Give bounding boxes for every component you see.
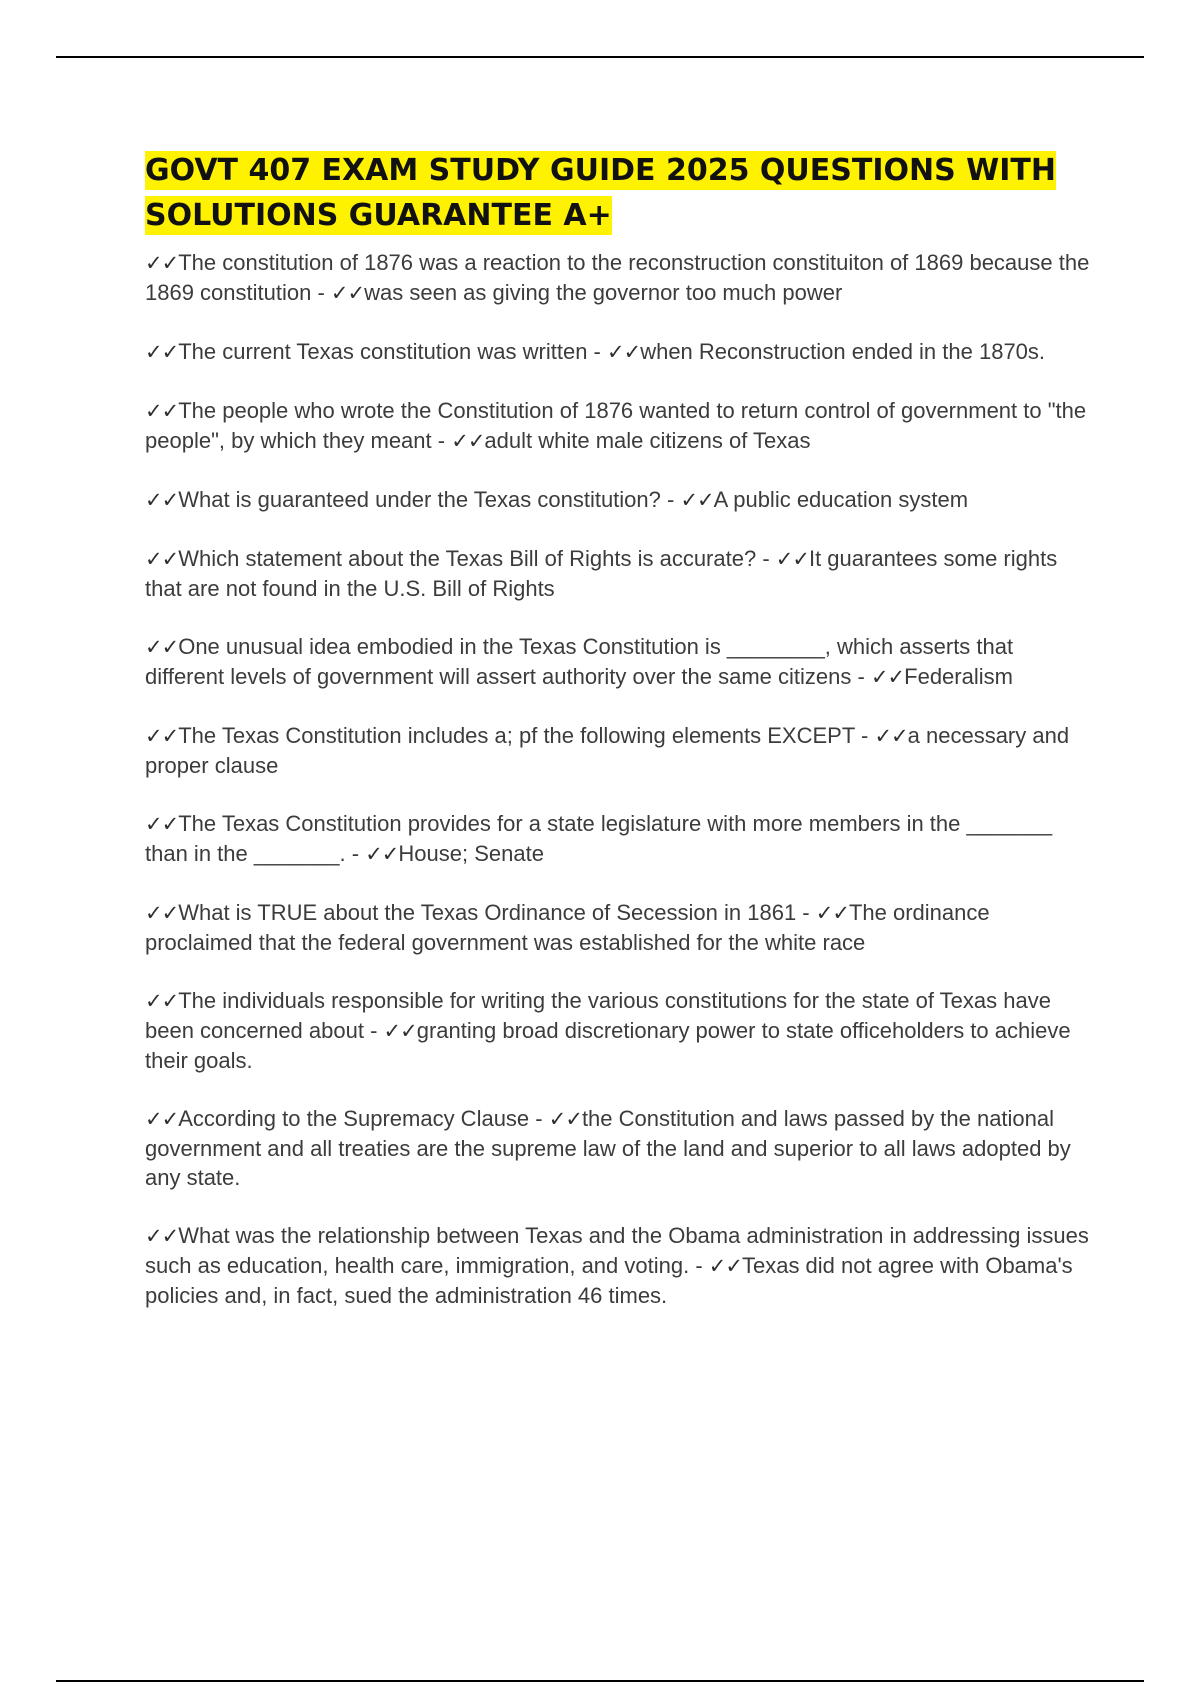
qa-separator: - (345, 841, 366, 866)
question-check-icon: ✓✓ (145, 251, 179, 275)
question-check-icon: ✓✓ (145, 399, 179, 423)
question-text: The current Texas constitution was written (178, 339, 588, 364)
question-text: The people who wrote the Constitution of 1876 wanted to return control of government to "the people", by which they meant (145, 398, 1087, 453)
qa-item (145, 632, 1090, 692)
answer-text: adult white male citizens of Texas (484, 428, 811, 453)
qa-item (145, 1104, 1090, 1192)
answer-check-icon: ✓✓ (548, 1107, 582, 1131)
qa-separator: - (431, 428, 452, 453)
answer-text: It guarantees some rights that are not found in the U.S. Bill of Rights (145, 546, 1058, 601)
qa-separator: - (363, 1018, 384, 1043)
document-title (145, 148, 1090, 238)
qa-separator: - (660, 487, 681, 512)
answer-check-icon: ✓✓ (365, 842, 399, 866)
answer-text: was seen as giving the governor too much power (364, 280, 843, 305)
answer-check-icon: ✓✓ (451, 429, 485, 453)
qa-separator: - (689, 1253, 709, 1278)
answer-check-icon: ✓✓ (330, 281, 365, 305)
qa-separator: - (756, 546, 776, 571)
question-text: Which statement about the Texas Bill of Rights is accurate? (178, 546, 757, 571)
answer-text: Federalism (904, 664, 1013, 689)
answer-check-icon: ✓✓ (870, 665, 905, 689)
answer-text: when Reconstruction ended in the 1870s. (640, 339, 1046, 364)
question-text: One unusual idea embodied in the Texas Constitution is ________, which asserts that different levels of government will assert authority over the same citizens (145, 634, 1014, 689)
qa-separator: - (587, 339, 607, 364)
question-check-icon: ✓✓ (145, 989, 179, 1013)
answer-text: House; Senate (398, 841, 544, 866)
answer-check-icon: ✓✓ (708, 1254, 742, 1278)
bottom-rule (56, 1680, 1144, 1682)
qa-item (145, 721, 1090, 780)
answer-check-icon: ✓✓ (874, 724, 908, 748)
qa-list (145, 248, 1090, 1310)
qa-separator: - (311, 280, 331, 305)
qa-item (145, 396, 1090, 456)
answer-check-icon: ✓✓ (815, 901, 849, 925)
answer-text: granting broad discretionary power to state officeholders to achieve their goals. (145, 1018, 1071, 1073)
qa-separator: - (529, 1106, 549, 1131)
qa-item (145, 898, 1090, 957)
question-text: The individuals responsible for writing the various constitutions for the state of Texas have been concerned about (145, 988, 1051, 1043)
question-text: The Texas Constitution provides for a state legislature with more members in the _______ than in the _______. (145, 811, 1053, 866)
qa-item (145, 485, 1090, 515)
answer-check-icon: ✓✓ (680, 488, 714, 512)
question-text: The constitution of 1876 was a reaction to the reconstruction constituiton of 1869 because the 1869 constitution (145, 250, 1090, 305)
question-check-icon: ✓✓ (145, 812, 179, 836)
qa-item (145, 809, 1090, 869)
answer-check-icon: ✓✓ (775, 547, 809, 571)
question-check-icon: ✓✓ (145, 724, 179, 748)
answer-text: The ordinance proclaimed that the federal government was established for the white race (145, 900, 990, 955)
question-text: What is TRUE about the Texas Ordinance of Secession in 1861 (178, 900, 797, 925)
question-text: The Texas Constitution includes a; pf the following elements EXCEPT (178, 723, 855, 748)
answer-text: Texas did not agree with Obama's policies and, in fact, sued the administration 46 times. (145, 1253, 1073, 1308)
top-rule (56, 56, 1144, 58)
question-text: What is guaranteed under the Texas constitution? (178, 487, 661, 512)
answer-text: the Constitution and laws passed by the national government and all treaties are the supreme law of the land and superior to all laws adopted by any state. (145, 1106, 1071, 1190)
qa-item (145, 248, 1090, 308)
question-check-icon: ✓✓ (145, 488, 179, 512)
qa-item (145, 986, 1090, 1075)
title-highlight: GOVT 407 EXAM STUDY GUIDE 2025 QUESTIONS WITH SOLUTIONS GUARANTEE A+ (145, 153, 1056, 233)
document-body (145, 148, 1090, 1339)
question-text: According to the Supremacy Clause (178, 1106, 530, 1131)
qa-item (145, 337, 1090, 367)
question-text: What was the relationship between Texas and the Obama administration in addressing issues such as education, health care, immigration, and voting. (145, 1223, 1089, 1278)
question-check-icon: ✓✓ (145, 901, 179, 925)
question-check-icon: ✓✓ (145, 635, 179, 659)
answer-check-icon: ✓✓ (383, 1019, 417, 1043)
qa-separator: - (851, 664, 871, 689)
qa-item (145, 1221, 1090, 1310)
question-check-icon: ✓✓ (145, 1107, 179, 1131)
answer-text: A public education system (713, 487, 969, 512)
answer-check-icon: ✓✓ (607, 340, 641, 364)
qa-separator: - (854, 723, 875, 748)
answer-text: a necessary and proper clause (145, 723, 1070, 778)
question-check-icon: ✓✓ (145, 340, 179, 364)
question-check-icon: ✓✓ (145, 547, 179, 571)
qa-item (145, 544, 1090, 603)
qa-separator: - (796, 900, 816, 925)
question-check-icon: ✓✓ (145, 1224, 179, 1248)
